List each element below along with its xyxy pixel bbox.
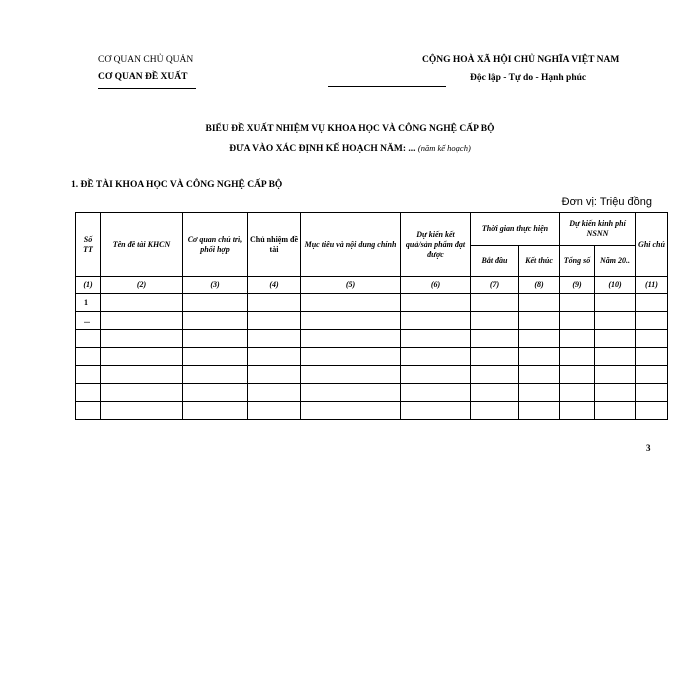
table-row — [76, 330, 668, 348]
header-results: Dự kiến kết quả/sản phẩm đạt được — [401, 213, 471, 277]
table-cell — [471, 294, 519, 312]
header-budget-year: Năm 20.. — [595, 246, 636, 277]
table-cell — [301, 294, 401, 312]
table-cell — [595, 312, 636, 330]
column-number: (3) — [183, 277, 248, 294]
header-time-start: Bắt đầu — [471, 246, 519, 277]
agency-underline — [98, 88, 196, 89]
table-cell — [101, 348, 183, 366]
header-time-end: Kết thúc — [519, 246, 560, 277]
table-row — [76, 348, 668, 366]
row-number-cell — [76, 366, 101, 384]
table-cell — [101, 402, 183, 420]
page-number: 3 — [646, 443, 651, 453]
table-cell — [101, 330, 183, 348]
header-leader: Chủ nhiệm đề tài — [248, 213, 301, 277]
section-heading: 1. ĐỀ TÀI KHOA HỌC VÀ CÔNG NGHỆ CẤP BỘ — [71, 180, 283, 190]
table-cell — [301, 312, 401, 330]
table-cell — [560, 330, 595, 348]
header-notes: Ghi chú — [636, 213, 668, 277]
table-cell — [183, 294, 248, 312]
table-row — [76, 402, 668, 420]
table-cell — [101, 312, 183, 330]
table-cell — [595, 348, 636, 366]
table-cell — [636, 348, 668, 366]
row-number-cell — [76, 348, 101, 366]
table-cell — [560, 294, 595, 312]
table-cell — [560, 348, 595, 366]
table-cell — [401, 384, 471, 402]
header-time-group: Thời gian thực hiện — [471, 213, 560, 246]
table-cell — [401, 348, 471, 366]
table-cell — [248, 366, 301, 384]
table-cell — [248, 348, 301, 366]
table-cell — [183, 348, 248, 366]
table-cell — [636, 366, 668, 384]
table-cell — [519, 348, 560, 366]
column-number-row — [76, 277, 668, 294]
table-cell — [401, 312, 471, 330]
table-cell — [248, 384, 301, 402]
column-number: (7) — [471, 277, 519, 294]
document-title: BIỂU ĐỀ XUẤT NHIỆM VỤ KHOA HỌC VÀ CÔNG NGHỆ CẤP BỘ — [205, 124, 495, 134]
table-cell — [519, 402, 560, 420]
table-cell — [401, 330, 471, 348]
table-cell — [560, 402, 595, 420]
column-number: (9) — [560, 277, 595, 294]
row-number-cell — [76, 384, 101, 402]
table-cell — [636, 330, 668, 348]
table-cell — [560, 384, 595, 402]
table-cell — [301, 348, 401, 366]
table-cell — [301, 402, 401, 420]
column-number: (4) — [248, 277, 301, 294]
row-number-cell: 1 — [76, 294, 101, 312]
column-number: (6) — [401, 277, 471, 294]
table-cell — [101, 294, 183, 312]
table-cell — [519, 330, 560, 348]
table-cell — [471, 402, 519, 420]
table-cell — [248, 402, 301, 420]
table-cell — [636, 294, 668, 312]
table-cell — [519, 384, 560, 402]
table-cell — [471, 384, 519, 402]
table-cell — [183, 384, 248, 402]
table-cell — [401, 294, 471, 312]
table-row — [76, 312, 668, 330]
table-cell — [560, 312, 595, 330]
subtitle-main: ĐƯA VÀO XÁC ĐỊNH KẾ HOẠCH NĂM: ... — [229, 144, 416, 154]
table-cell — [401, 402, 471, 420]
header-objectives: Mục tiêu và nội dung chính — [301, 213, 401, 277]
unit-note: Đơn vị: Triệu đồng — [561, 196, 652, 208]
column-number: (5) — [301, 277, 401, 294]
row-number-cell — [76, 402, 101, 420]
table-cell — [471, 312, 519, 330]
header-topic: Tên đề tài KHCN — [101, 213, 183, 277]
table-cell — [401, 366, 471, 384]
table-cell — [183, 312, 248, 330]
table-cell — [301, 384, 401, 402]
column-number: (1) — [76, 277, 101, 294]
table-cell — [636, 402, 668, 420]
table-cell — [248, 294, 301, 312]
table-cell — [595, 294, 636, 312]
header-stt: Số TT — [76, 213, 101, 277]
table-cell — [595, 384, 636, 402]
table-cell — [183, 330, 248, 348]
table-cell — [248, 312, 301, 330]
column-number: (10) — [595, 277, 636, 294]
subtitle-note: (năm kế hoạch) — [417, 143, 471, 153]
nation-name: CỘNG HOÀ XÃ HỘI CHỦ NGHĨA VIỆT NAM — [422, 55, 620, 65]
table-row — [76, 366, 668, 384]
header-host: Cơ quan chủ trì, phối hợp — [183, 213, 248, 277]
table-cell — [248, 330, 301, 348]
table-row — [76, 294, 668, 312]
table-cell — [101, 384, 183, 402]
document-subtitle — [0, 143, 700, 154]
table-cell — [301, 366, 401, 384]
table-cell — [183, 402, 248, 420]
table-cell — [471, 330, 519, 348]
table-cell — [519, 366, 560, 384]
header-budget-group: Dự kiến kinh phí NSNN — [560, 213, 636, 246]
motto-underline — [328, 86, 446, 87]
table-row — [76, 384, 668, 402]
table-cell — [301, 330, 401, 348]
table-cell — [636, 384, 668, 402]
issuing-agency-block — [98, 52, 193, 86]
table-cell — [595, 366, 636, 384]
table-cell — [636, 312, 668, 330]
table-cell — [519, 294, 560, 312]
header-budget-total: Tổng số — [560, 246, 595, 277]
row-number-cell — [76, 330, 101, 348]
column-number: (2) — [101, 277, 183, 294]
table-cell — [519, 312, 560, 330]
proposing-agency-label: CƠ QUAN ĐỀ XUẤT — [98, 72, 188, 82]
table-cell — [471, 348, 519, 366]
table-cell — [183, 366, 248, 384]
table-cell — [560, 366, 595, 384]
row-number-cell: ... — [76, 312, 101, 330]
table-cell — [595, 330, 636, 348]
table-cell — [471, 366, 519, 384]
national-motto: Độc lập - Tự do - Hạnh phúc — [470, 73, 587, 83]
table-cell — [595, 402, 636, 420]
column-number: (11) — [636, 277, 668, 294]
table-cell — [101, 366, 183, 384]
column-number: (8) — [519, 277, 560, 294]
parent-agency-label: CƠ QUAN CHỦ QUẢN — [98, 55, 194, 65]
proposal-table — [75, 212, 668, 420]
